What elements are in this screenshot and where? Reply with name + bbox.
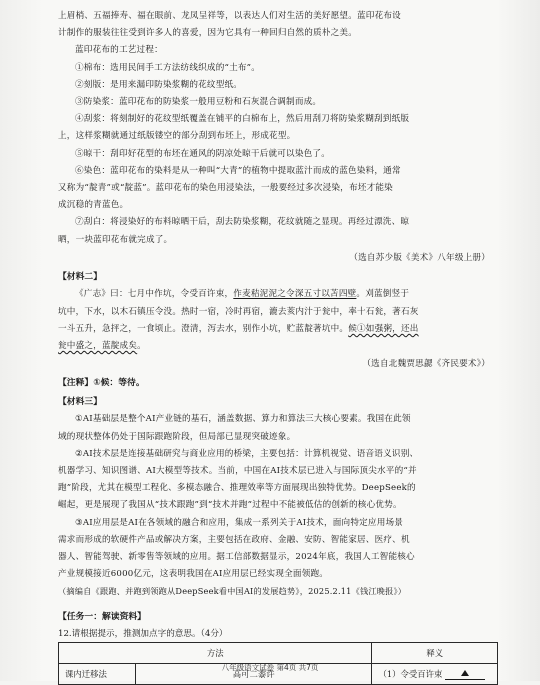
text-line: ①棉布：选用民间手工方法纺线织成的“土布”。 — [75, 62, 261, 73]
item-text: （1）令受百许束 — [378, 669, 443, 680]
text-line: 器人、智能驾驶、新零售等领域的应用。据工信部数据显示，2024年底，我国人工智能核心 — [58, 552, 415, 563]
method-cell: 课内迁移法 — [59, 664, 136, 685]
text-line: ④刮浆：将刻制好的花纹型纸覆盖在铺平的白棉布上，然后用刮刀将防染浆糊刮到纸版 — [75, 114, 410, 125]
text-line: 产业规模接近6000亿元，这表明我国在AI应用层已经实现全面领跑。 — [58, 569, 329, 580]
text-line: 机器学习、知识图谱、AI大模型等技术。当前，中国在AI技术层已进入与国际顶尖水平的“并 — [58, 466, 417, 477]
source-citation: （选自苏少版《美术》八年级上册） — [349, 252, 490, 263]
text-span: 一斗五升，急抨之，一食顷止。澄清，泻去水，别作小坑，贮蓝靛著坑中。 — [58, 323, 349, 334]
wavy-underlined-text: 候①如强粥，还出 — [348, 323, 419, 334]
text-line: 晒，一块蓝印花布就完成了。 — [58, 234, 173, 245]
header-meaning: 释义 — [372, 643, 498, 664]
text-line — [58, 321, 510, 338]
text-line: ②刻版：是用来漏印防染浆糊的花纹型纸。 — [75, 79, 243, 90]
text-line: ⑦刮白：将浸染好的布料晾晒干后，刮去防染浆糊，花纹就随之显现。再经过漂洗、晾 — [75, 217, 410, 228]
text-line: 跑”阶段，尤其在模型工程化、多模态融合、推理效率等方面展现出独特优势。DeepSeek的 — [58, 483, 416, 494]
wavy-underlined-text: 瓮中盛之，蓝靛成矣 — [58, 341, 138, 352]
table-header-row — [59, 643, 498, 664]
text-line: ①AI基础层是整个AI产业链的基石，涵盖数据、算力和算法三大核心要素。我国在此领 — [75, 414, 411, 425]
material2-body — [58, 286, 510, 355]
text-line: ③AI应用层是AI在各领域的融合和应用，集成一系列关于AI技术，面向特定应用场景 — [75, 517, 404, 528]
material2-title: 【材料二】 — [58, 271, 102, 282]
text-line: 需求而形成的软硬件产品或解决方案，主要包括在政府、金融、安防、智能家居、医疗、机 — [58, 534, 410, 545]
text-line — [58, 338, 510, 355]
text-line: 蓝印花布的工艺过程： — [75, 45, 163, 56]
material3-title: 【材料三】 — [58, 396, 102, 407]
annotation-note: 【注释】①候：等待。 — [58, 378, 145, 389]
header-method: 方法 — [59, 643, 372, 664]
material3-body — [58, 411, 510, 583]
text-line: ③防染浆：蓝印花布的防染浆一般用豆粉和石灰混合调制而成。 — [75, 97, 322, 108]
text-line: ②AI技术层是连接基础研究与商业应用的桥梁，主要包括：计算机视觉、语音语义识别、 — [75, 448, 419, 459]
text-line: 坑中，下水，以木石镇压令没。热时一宿，冷时再宿，漉去荄内汁于瓮中，率十石瓮，著石灰 — [58, 306, 419, 317]
text-line: 域的现状整体仍处于国际跟跑阶段，但局部已显现突破迹象。 — [58, 431, 296, 442]
text-span: 。刈蓝倒竖于 — [356, 289, 410, 300]
page-footer: 八年级语文试卷 第4页 共7页 — [221, 663, 319, 672]
source-citation: （摘编自《跟跑、并跑到领跑从DeepSeek看中国AI的发展趋势》，2025.2.11《钱江晚报》） — [58, 586, 407, 597]
material1-body — [58, 8, 510, 249]
text-line: 成沉稳的青蓝色。 — [58, 200, 129, 211]
text-span: 。 — [137, 341, 146, 352]
text-line: ⑤晾干：刮印好花型的布坯在通风的阴凉处晾干后就可以染色了。 — [75, 148, 331, 159]
underlined-text: 作麦秸泥泥之令深五寸以苫四壁 — [233, 289, 357, 300]
text-line: ⑥染色：蓝印花布的染料是从一种叫“大青”的植物中提取蓝汁而成的蓝色染料，通常 — [75, 165, 401, 176]
text-line: 又称为“靛青”或“靛蓝”。蓝印花布的染色用浸染法，一般要经过多次浸染，布坯才能染 — [58, 183, 393, 194]
question-12: 12.请根据提示，推测加点字的意思。（4分） — [58, 629, 228, 640]
task-title: 【任务一：解读资料】 — [58, 612, 146, 623]
text-line: 计制作的服装往往受到许多人的喜爱，因为它具有一种回归自然的质朴之美。 — [58, 28, 357, 39]
source-citation: （选自北魏贾思勰《齐民要术》） — [362, 359, 490, 370]
text-line — [58, 286, 510, 303]
text-line: 崛起，更是展现了我国从“技术跟跑”到“技术并跑”过程中不能被低估的创新的核心优势。 — [58, 500, 402, 511]
text-span: 《广志》曰：七月中作坑，令受百许束， — [75, 289, 234, 300]
text-line: 上，这样浆糊就通过纸版镂空的部分刮到布坯上，形成花型。 — [58, 131, 296, 142]
example-cell: 高可二黍许 — [136, 664, 372, 685]
text-line: 上眉梢、五福捧寿、福在眼前、龙凤呈祥等，以表达人们对生活的美好愿望。蓝印花布设 — [58, 11, 401, 21]
